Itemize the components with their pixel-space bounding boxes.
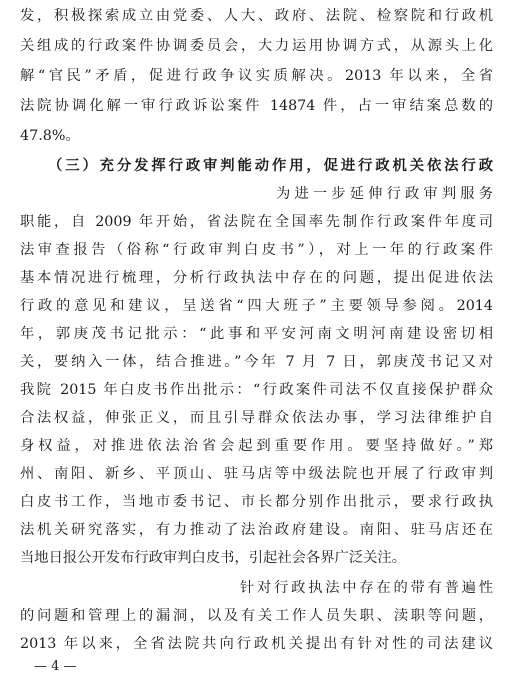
section-heading: （三）充分发挥行政审判能动作用，促进行政机关依法行政 — [48, 158, 493, 174]
text-line: 法审查报告（俗称“行政审判白皮书”），对上一年的行政案件 — [20, 242, 493, 258]
text-line: 我院 2015 年白皮书作出批示：“行政案件司法不仅直接保护群众 — [20, 382, 493, 398]
text-line: 关组成的行政案件协调委员会，大力运用协调方式，从源头上化 — [20, 38, 493, 54]
page-number: — 4 — — [34, 659, 77, 674]
text-line: 的问题和管理上的漏洞，以及有关工作人员失职、渎职等问题， — [20, 608, 493, 624]
text-line: 法院协调化解一审行政诉讼案件 14874 件，占一审结案总数的 — [20, 98, 493, 114]
text-line: 47.8%。 — [20, 128, 80, 144]
text-line: 白皮书工作，当地市委书记、市长都分别作出批示，要求行政执 — [20, 494, 493, 510]
text-line: 基本情况进行梳理，分析行政执法中存在的问题，提出促进依法 — [20, 270, 493, 286]
text-line: 解“官民”矛盾，促进行政争议实质解决。2013 年以来，全省 — [20, 68, 493, 84]
text-line: 年，郭庚茂书记批示：“此事和平安河南文明河南建设密切相 — [20, 326, 493, 342]
text-line: 行政的意见和建议，呈送省“四大班子”主要领导参阅。2014 — [20, 298, 493, 314]
text-line: 针对行政执法中存在的带有普遍性 — [240, 580, 493, 596]
text-line: 合法权益，伸张正义，而且引导群众依法办事，学习法律维护自 — [20, 410, 493, 426]
text-line: 关，要纳入一体，结合推进。”今年 7 月 7 日，郭庚茂书记又对 — [20, 354, 493, 370]
text-line: 职能，自 2009 年开始，省法院在全国率先制作行政案件年度司 — [20, 214, 493, 230]
text-line: 法机关研究落实，有力推动了法治政府建设。南阳、驻马店还在 — [20, 522, 493, 538]
text-line: 为进一步延伸行政审判服务 — [276, 186, 493, 202]
text-line: 州、南阳、新乡、平顶山、驻马店等中级法院也开展了行政审判 — [20, 466, 493, 482]
text-line: 2013 年以来，全省法院共向行政机关提出有针对性的司法建议 — [20, 636, 493, 652]
text-line: 发，积极探索成立由党委、人大、政府、法院、检察院和行政机 — [20, 8, 493, 24]
text-line: 当地日报公开发布行政审判白皮书，引起社会各界广泛关注。 — [20, 550, 407, 566]
text-line: 身权益，对推进依法治省会起到重要作用。要坚持做好。”郑 — [20, 438, 493, 454]
